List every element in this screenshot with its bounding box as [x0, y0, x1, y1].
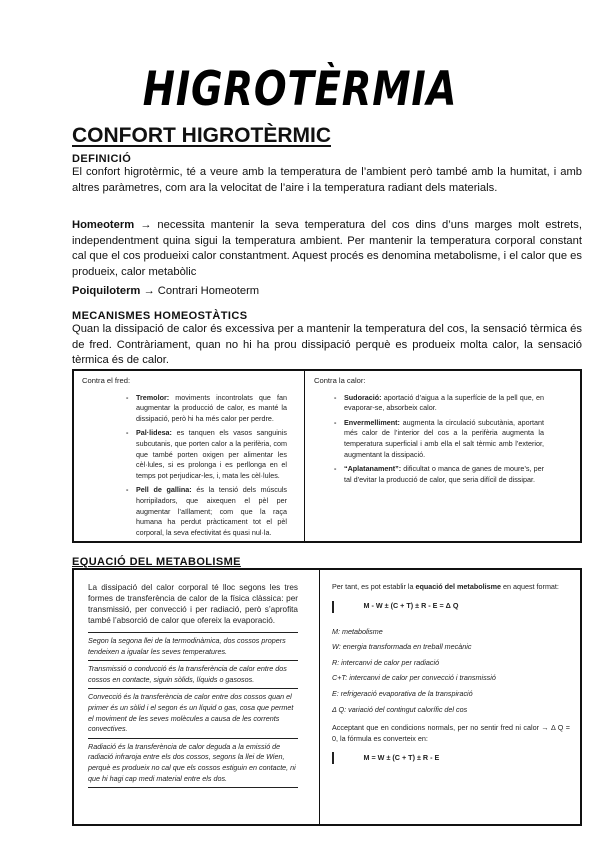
rule-text: Radiació és la transferència de calor deguda a la emissió de radiació infraroja entre els dos cossos, segons la llei de Wien, perquè es produeix no cal que els cossos estiguin en contacte, ni que hi hagi cap medi material entre els dos. [88, 738, 298, 788]
homeostatic-heading: MECANISMES HOMEOSTÀTICS [72, 310, 248, 322]
definition-item: M: metabolisme [332, 626, 383, 636]
section-heading-confort: CONFORT HIGROTÈRMIC [72, 124, 331, 147]
document-title: HIGROTÈRMIA [142, 62, 458, 117]
cold-item: - Pell de gallina: és la tensió dels músculs horripiladors, que aixequen el pèl per augmentar l’aïllament; com que la raça humana ha perdut pràcticament tot el pèl corporal, la seva efectivitat és quasi nul·la. [126, 485, 287, 538]
rule-text: Segon la segona llei de la termodinàmica, dos cossos propers tendeixen a igualar les seves temperatures. [88, 632, 298, 660]
heat-column [314, 371, 544, 541]
metabolism-left [88, 582, 298, 788]
definition-item: R: intercanvi de calor per radiació [332, 657, 440, 667]
closing-text: Acceptant que en condicions normals, per no sentir fred ni calor → Δ Q = 0, la fórmula es converteix en: [332, 723, 570, 743]
box-divider [319, 570, 320, 824]
equation-final: M = W ± (C + T) ± R - E [363, 753, 440, 763]
metabolism-heading: EQUACIÓ DEL METABOLISME [72, 556, 241, 568]
cold-item: - Tremolor: moviments incontrolats que fan augmentar la producció de calor, es manté la dissipació, però hi ha més calor per perdre. [126, 393, 287, 425]
homeoterm-text: → necessita mantenir la seva temperatura del cos dins d’uns marges molt estrets, independentment quina sigui la temperatura ambient. Per mantenir la temperatura corporal constant cal que el cos produeixi calor constantment. Aquest procés es denomina metabolisme, i el calor que es produeix, calor metabòlic [72, 219, 582, 278]
poiquiloterm-text: → Contrari Homeoterm [140, 285, 260, 297]
cold-label: Contra el fred: [82, 376, 131, 385]
definition-item: C+T: intercanvi de calor per convecció i transmissió [332, 673, 496, 683]
homeostatic-intro: Quan la dissipació de calor és excessiva per a mantenir la temperatura del cos, la sensació tèrmica és de fred. Contràriament, quan no hi ha prou dissipació perquè es produeix molta calor, la sensació tèrmica és de calor. [72, 323, 582, 366]
heat-item: - Sudoració: aportació d’aigua a la superfície de la pell que, en evaporar-se, absorbeix calor. [334, 393, 544, 414]
poiquiloterm-term: Poiquiloterm [72, 285, 141, 297]
definition-text: El confort higrotèrmic, té a veure amb la temperatura de l’ambient però també amb la humitat, i amb altres paràmetres, com ara la velocitat de l’aire i la temperatura radiant dels materials. [72, 166, 582, 194]
cold-item: - Pal·lidesa: es tanquen els vasos sanguinis subcutanis, que porten calor a la perifèria, com que també porten oxigen per alimentar les cèl·lules, si es prolonga i es perllonga en el temps pot perjudicar-les, i, mata les cèl·lules. [126, 428, 287, 481]
heat-list [314, 393, 544, 486]
heat-item: - Envermelliment: augmenta la circulació subcutània, aportant més calor de l’interior del cos a la perifèria augmenta la temperatura superficial i amb ella el salt tèrmic amb l’exterior, augmentant la dissipació. [334, 418, 544, 460]
equation-bar [332, 752, 334, 764]
equation-main: M - W ± (C + T) ± R - E = Δ Q [363, 601, 459, 611]
heat-item: - “Aplatanament”: dificultat o manca de ganes de moure’s, per tal d’evitar la producció de calor, que seria difícil de dissipar. [334, 464, 544, 485]
homeostatic-box [72, 369, 582, 543]
equation-bar [332, 601, 334, 613]
rule-text: Convecció és la transferència de calor entre dos cossos quan el primer és un sòlid i el segon és un líquid o gas, cosa que permet el moviment de les seves molècules a causa de les corrents convectives. [88, 688, 298, 737]
box-divider [304, 371, 305, 541]
metabolism-box [72, 568, 582, 826]
equation-row [332, 601, 570, 613]
cold-list [82, 393, 287, 539]
definition-item: E: refrigeració evaporativa de la transpiració [332, 688, 473, 698]
definition-item: W: energia transformada en treball mecànic [332, 642, 472, 652]
homeoterm-term: Homeoterm [72, 219, 135, 231]
cold-column [82, 371, 287, 541]
equation-row [332, 752, 570, 764]
homeoterm-paragraph [72, 218, 582, 280]
metabolism-intro: La dissipació del calor corporal té lloc segons les tres formes de transferència de calor de la física clàssica: per transmissió, per convecció i per radiació, però s’aprofita també l’absorció de calor que ofereix la evaporació. [88, 583, 298, 625]
heat-label: Contra la calor: [314, 376, 366, 385]
equation-intro: Per tant, es pot establir la equació del metabolisme en aquest format: [332, 582, 559, 591]
metabolism-right [332, 582, 570, 764]
definition-heading: DEFINICIÓ [72, 153, 132, 165]
definition-item: Δ Q: variació del contingut calorífic del cos [332, 704, 468, 714]
rule-text: Transmissió o conducció és la transferència de calor entre dos cossos en contacte, siguin sòlids, líquids o gasosos. [88, 660, 298, 688]
poiquiloterm-paragraph [72, 284, 582, 300]
